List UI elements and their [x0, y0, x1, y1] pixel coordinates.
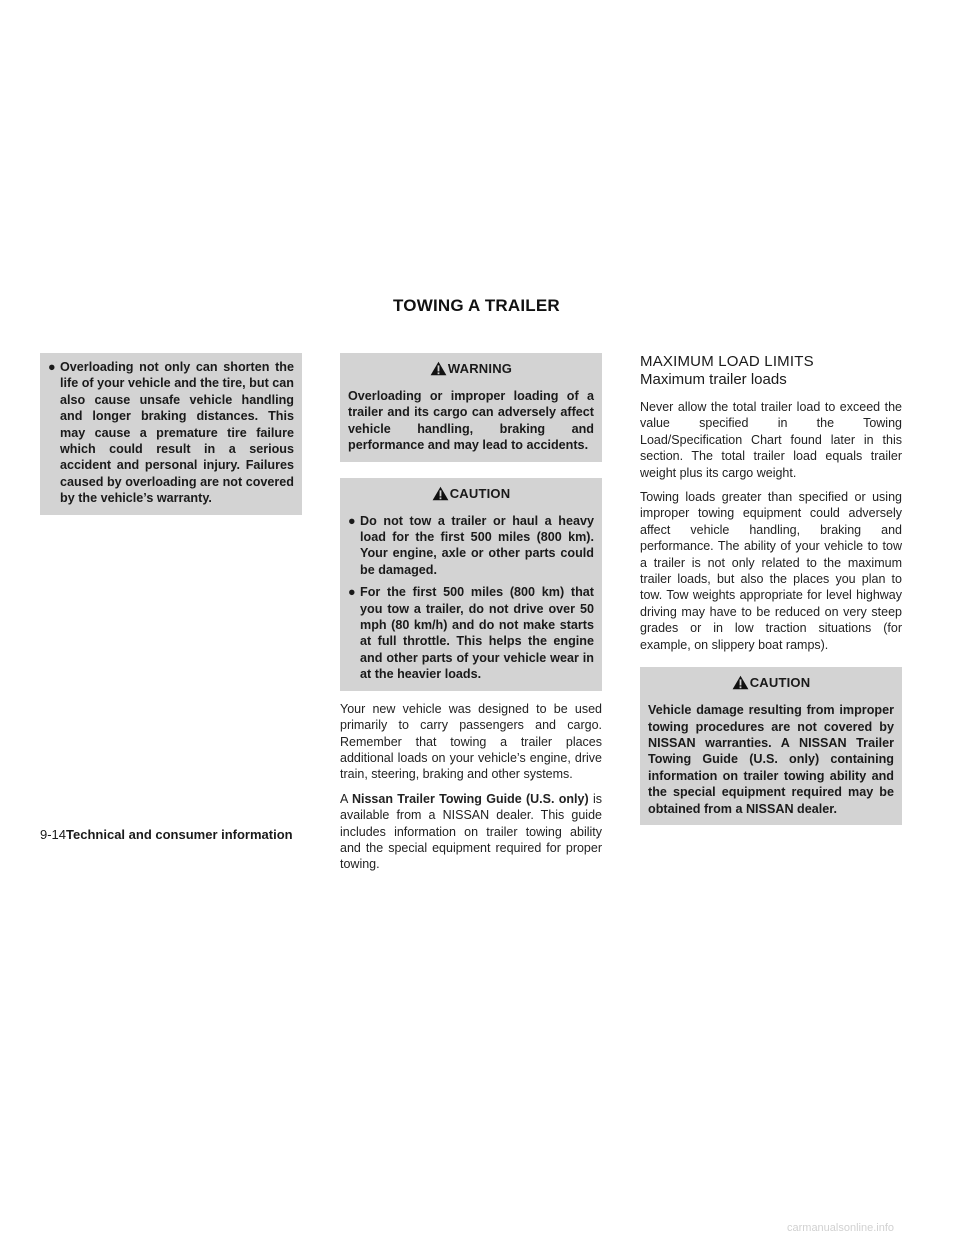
section-heading: MAXIMUM LOAD LIMITS: [640, 353, 814, 370]
warning-heading: [348, 359, 594, 388]
section-title: TOWING A TRAILER: [393, 296, 560, 315]
body-paragraph: Your new vehicle was designed to be used primarily to carry passengers and cargo. Remember that towing a trailer places additional loads on your vehicle’s engine, drive train, steering, braking and other systems.: [340, 701, 602, 782]
body-paragraph: Towing loads greater than specified or using improper towing equipment could adversely affect vehicle handling, braking and performance. The ability of your vehicle to tow a trailer is not only related to the maximum trailer loads, but also the places you plan to tow. Tow weights appropriate for level highway driving may have to be reduced on very steep grades or in low traction situations (for example, on slippery boat ramps).: [640, 490, 902, 652]
caution-heading-text: CAUTION: [749, 675, 811, 691]
column-3: [640, 353, 902, 841]
bullet-item: [348, 513, 594, 579]
bullet-icon: ●: [348, 585, 356, 600]
warning-triangle-icon: [432, 486, 449, 501]
caution-body: Vehicle damage resulting from improper towing procedures are not covered by NISSAN warranties. A NISSAN Trailer Towing Guide (U.S. only) containing information on trailer towing ability and the special equipment required may be obtained from a NISSAN dealer.: [648, 703, 894, 816]
guide-prefix: A: [340, 791, 352, 806]
caution-box: [340, 478, 602, 691]
page-footer: [40, 827, 293, 842]
bullet-item: [348, 584, 594, 682]
chapter-title: Technical and consumer information: [66, 827, 293, 842]
overloading-note-box: [40, 353, 302, 515]
warning-heading-text: WARNING: [447, 361, 513, 376]
page-number: 9-14: [40, 827, 67, 842]
warning-triangle-icon: [430, 361, 447, 376]
warning-triangle-icon: [732, 675, 749, 690]
column-2: [340, 353, 602, 881]
subsection-heading: Maximum trailer loads: [640, 371, 787, 388]
guide-suffix: is available from a NISSAN dealer. This guide includes information on trailer towing ability and the special equipment required for proper towing.: [340, 791, 602, 872]
body-paragraph: Never allow the total trailer load to exceed the value specified in the Towing Load/Specification Chart found later in this section. The total trailer load equals trailer weight plus its cargo weight.: [640, 400, 902, 480]
bullet-icon: ●: [48, 360, 56, 374]
caution-box: [640, 667, 902, 825]
bullet-text: For the first 500 miles (800 km) that you tow a trailer, do not drive over 50 mph (80 km/h) and do not make starts at full throttle. This helps the engine and other parts of your vehicle wear in at the heavier loads.: [360, 585, 594, 682]
guide-title: Nissan Trailer Towing Guide (U.S. only): [351, 791, 589, 806]
caution-heading: [348, 484, 594, 513]
bullet-text: Overloading not only can shorten the life of your vehicle and the tire, but can also cause unsafe vehicle handling and longer braking distances. This may cause a premature tire failure which could result in a serious accident and personal injury. Failures caused by overloading are not covered by the vehicle’s warranty.: [60, 360, 294, 506]
column-1: [40, 353, 302, 515]
caution-heading-text: CAUTION: [449, 485, 511, 501]
watermark: carmanualsonline.info: [787, 1222, 895, 1234]
bullet-icon: ●: [348, 513, 356, 528]
bullet-item: [48, 359, 294, 507]
caution-heading: [648, 673, 894, 702]
warning-body: Overloading or improper loading of a trailer and its cargo can adversely affect vehicle handling, braking and performance and may lead to accidents.: [348, 389, 594, 453]
body-paragraph-guide: [340, 791, 602, 873]
bullet-text: Do not tow a trailer or haul a heavy load for the first 500 miles (800 km). Your engine, axle or other parts could be damaged.: [360, 513, 594, 577]
warning-box: [340, 353, 602, 462]
